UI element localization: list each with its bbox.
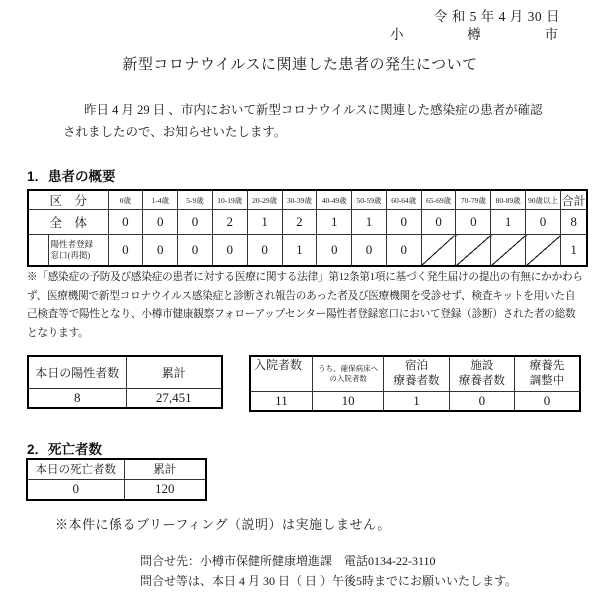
- positives-header-cell: 累計: [126, 356, 222, 388]
- deaths-header-cell: 本日の死亡者数: [27, 459, 124, 479]
- issuer-char: 市: [544, 27, 558, 42]
- table-row: [28, 356, 222, 388]
- care-table-container: [249, 355, 581, 412]
- positives-table: [27, 355, 223, 409]
- section1-heading: 1．患者の概要: [27, 169, 116, 184]
- value-cell: 0: [178, 210, 213, 235]
- value-cell: 0: [143, 235, 178, 266]
- value-cell: 0: [247, 235, 282, 266]
- age-table-container: [27, 189, 588, 267]
- value-cell: 0: [352, 235, 387, 266]
- age-col-header: 70-79歳: [456, 190, 491, 210]
- age-col-header: 5-9歳: [178, 190, 213, 210]
- issuer-name: [388, 26, 560, 44]
- contact-info: [140, 551, 517, 591]
- table-row: [27, 479, 206, 500]
- care-value-cell: 1: [384, 391, 449, 411]
- value-cell: 0: [386, 235, 421, 266]
- value-cell: 1: [247, 210, 282, 235]
- age-col-header: 60-64歳: [386, 190, 421, 210]
- na-diagonal-cell: [421, 235, 456, 266]
- age-col-header: 50-59歳: [352, 190, 387, 210]
- deaths-header-cell: 累計: [124, 459, 206, 479]
- summary-note-line: となります。: [27, 327, 89, 339]
- na-diagonal-cell: [456, 235, 491, 266]
- value-cell: 0: [421, 210, 456, 235]
- row-total-cell: 8: [560, 210, 587, 235]
- value-cell: 0: [143, 210, 178, 235]
- summary-note-line: ※「感染症の予防及び感染症の患者に対する医療に関する法律」第12条第1項に基づく発生届けの提出の有無にかかわら: [27, 272, 583, 283]
- issuer-char: 樽: [467, 27, 481, 42]
- deaths-value-cell: 0: [27, 479, 124, 500]
- table-row: [28, 190, 587, 210]
- age-col-header: 80-89歳: [491, 190, 526, 210]
- age-col-header: 90歳以上: [526, 190, 561, 210]
- care-value-cell: 0: [515, 391, 580, 411]
- age-col-header: 10-19歳: [212, 190, 247, 210]
- contact-line-1: 問合せ先：小樽市保健所健康増進課 電話0134-22-3110: [140, 554, 436, 568]
- age-table-corner: 区 分: [28, 190, 108, 210]
- summary-note: [27, 269, 588, 343]
- care-value-cell: 0: [449, 391, 514, 411]
- page-title: 新型コロナウイルスに関連した患者の発生について: [122, 57, 478, 73]
- value-cell: 2: [212, 210, 247, 235]
- age-col-header: 30-39歳: [282, 190, 317, 210]
- table-row: [250, 391, 580, 411]
- row-label: 全 体: [28, 210, 108, 235]
- total-col-header: 合計: [560, 190, 587, 210]
- intro-line: されましたので、お知らせいたします。: [63, 125, 287, 139]
- value-cell: 1: [352, 210, 387, 235]
- value-cell: 0: [108, 210, 143, 235]
- table-row: [28, 210, 587, 235]
- section2-heading: 2．死亡者数: [27, 442, 103, 457]
- positives-value-cell: 8: [28, 388, 126, 408]
- care-header-cell: 入院者数: [250, 356, 312, 391]
- na-diagonal-cell: [491, 235, 526, 266]
- briefing-note: ※本件に係るブリーフィング（説明）は実施しません。: [55, 517, 391, 532]
- positives-table-container: [27, 355, 223, 409]
- table-row: [27, 459, 206, 479]
- age-table: [27, 189, 588, 267]
- value-cell: 0: [386, 210, 421, 235]
- value-cell: 1: [282, 235, 317, 266]
- deaths-table-container: [26, 458, 207, 501]
- row-label-indent-stub: [28, 235, 48, 266]
- deaths-table: [26, 458, 207, 501]
- summary-note-line: ず、医療機関で新型コロナウイルス感染症と診断され報告のあった者及び医療機関を受診せず、検査キットを用いた自: [27, 290, 576, 302]
- row-total-cell: 1: [560, 235, 587, 266]
- age-col-header: 1-4歳: [143, 190, 178, 210]
- value-cell: 0: [212, 235, 247, 266]
- intro-paragraph: [63, 99, 543, 143]
- care-header-cell: 療養先 調整中: [515, 356, 580, 391]
- care-header-cell: 施設 療養者数: [449, 356, 514, 391]
- value-cell: 0: [317, 235, 352, 266]
- value-cell: 0: [526, 210, 561, 235]
- contact-line-2: 問合せ等は、本日 4 月 30 日（ 日 ）午後5時までにお願いいたします。: [140, 574, 518, 588]
- table-row: [28, 235, 587, 266]
- age-col-header: 65-69歳: [421, 190, 456, 210]
- issuer-char: 小: [390, 27, 404, 42]
- value-cell: 2: [282, 210, 317, 235]
- care-table: [249, 355, 581, 412]
- table-row: [28, 388, 222, 408]
- value-cell: 1: [317, 210, 352, 235]
- age-col-header: 0歳: [108, 190, 143, 210]
- value-cell: 1: [491, 210, 526, 235]
- care-header-cell: うち、確保病床へ の入院者数: [312, 356, 383, 391]
- positives-value-cell: 27,451: [126, 388, 222, 408]
- care-header-cell: 宿泊 療養者数: [384, 356, 449, 391]
- issue-date: 令 和 5 年 4 月 30 日: [433, 9, 560, 24]
- care-value-cell: 11: [250, 391, 312, 411]
- care-value-cell: 10: [312, 391, 383, 411]
- value-cell: 0: [178, 235, 213, 266]
- positives-header-cell: 本日の陽性者数: [28, 356, 126, 388]
- summary-note-line: 己検査等で陽性となり、小樽市健康観察フォローアップセンター陽性者登録窓口において登録（診断）された者の総数: [27, 309, 576, 321]
- document-header: [388, 8, 560, 44]
- na-diagonal-cell: [526, 235, 561, 266]
- age-col-header: 40-49歳: [317, 190, 352, 210]
- deaths-value-cell: 120: [124, 479, 206, 500]
- value-cell: 0: [456, 210, 491, 235]
- table-row: [250, 356, 580, 391]
- value-cell: 0: [108, 235, 143, 266]
- row-label: 陽性者登録 窓口(再掲): [48, 235, 108, 266]
- age-col-header: 20-29歳: [247, 190, 282, 210]
- intro-line: 昨日 4 月 29 日 、市内において新型コロナウイルスに関連した感染症の患者が確認: [84, 103, 543, 117]
